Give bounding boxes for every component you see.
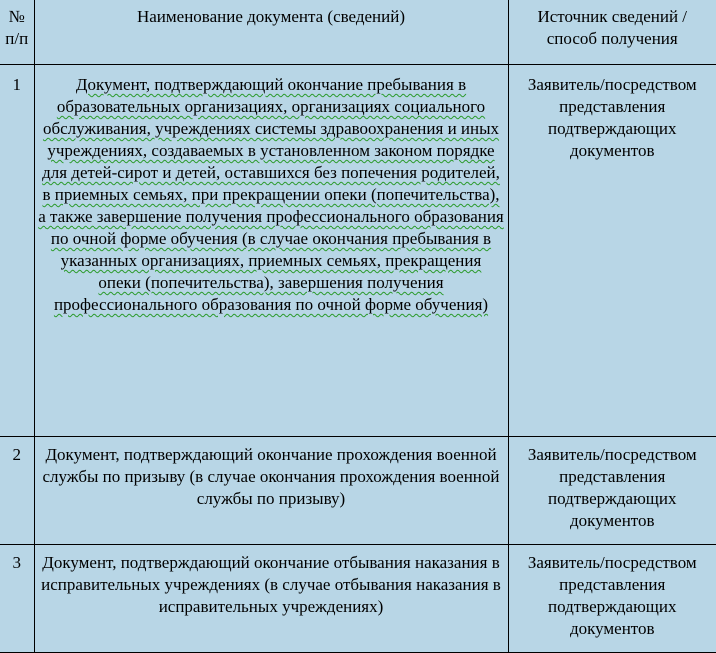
row-name: Документ, подтверждающий окончание отбывания наказания в исправительных учреждениях (в случае отбывания наказания в исправительных учреждениях) — [34, 545, 508, 653]
header-name — [34, 0, 508, 65]
row-num: 2 — [0, 437, 34, 545]
row-name-text: Документ, подтверждающий окончание пребывания в образовательных организациях, организациях социального обслуживания, учреждениях системы здравоохранения и иных учреждениях, создаваемых в установленном законом порядке для детей-сирот и детей, оставшихся без попечения родителей, в приемных семьях, при прекращении опеки (попечительства), а также завершение получения профессионального образования по очной форме обучения (в случае окончания пребывания в указанных организациях, приемных семьях, прекращения опеки (попечительства), завершения получения профессионального образования по очной форме обучения) — [38, 75, 504, 314]
row-source: Заявитель/посредством представления подтверждающих документов — [508, 65, 716, 437]
table-header-row — [0, 0, 716, 65]
header-source — [508, 0, 716, 65]
row-name — [34, 65, 508, 437]
row-num: 3 — [0, 545, 34, 653]
table-row — [0, 545, 716, 653]
row-num: 1 — [0, 65, 34, 437]
row-source: Заявитель/посредством представления подтверждающих документов — [508, 545, 716, 653]
row-name: Документ, подтверждающий окончание прохождения военной службы по призыву (в случае окончания прохождения военной службы по призыву) — [34, 437, 508, 545]
header-name-text: Наименование документа (сведений) — [136, 7, 406, 26]
header-num-text: № п/п — [5, 7, 29, 48]
table-row — [0, 437, 716, 545]
table-row — [0, 65, 716, 437]
header-source-text: Источник сведений / способ получения — [537, 7, 688, 48]
header-num — [0, 0, 34, 65]
row-source: Заявитель/посредством представления подтверждающих документов — [508, 437, 716, 545]
